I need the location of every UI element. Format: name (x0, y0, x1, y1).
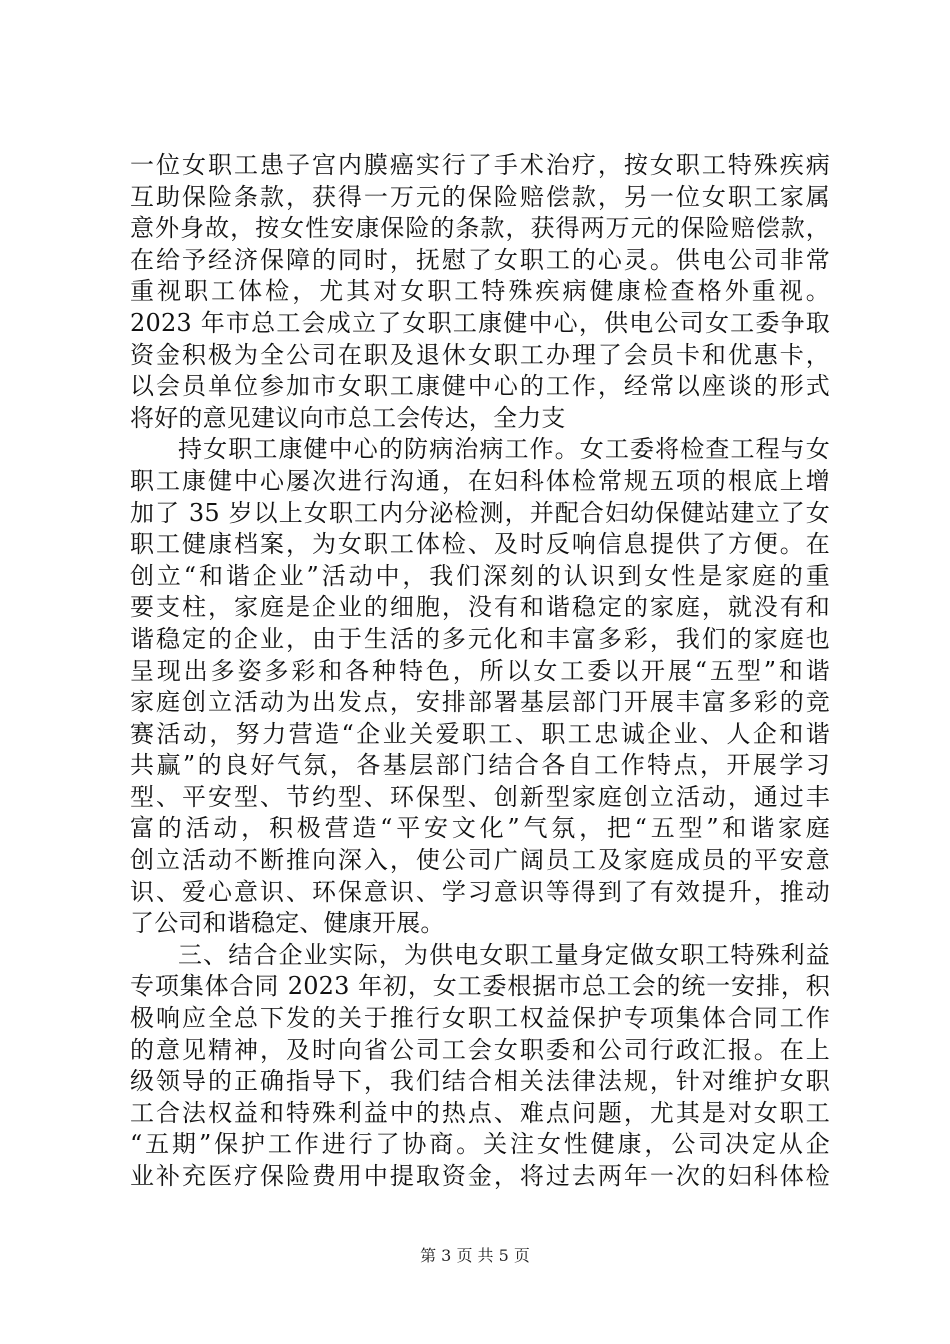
text-line: 职工健康档案，为女职工体检、及时反响信息提供了方便。在 (130, 530, 830, 559)
text-line: 职工康健中心屡次进行沟通，在妇科体检常规五项的根底上增 (130, 466, 830, 495)
body-text (130, 150, 830, 1193)
text-line: 要支柱，家庭是企业的细胞，没有和谐稳定的家庭，就没有和 (130, 593, 830, 622)
text-line: 业补充医疗保险费用中提取资金，将过去两年一次的妇科体检 (130, 1162, 830, 1190)
text-line: 在给予经济保障的同时，抚慰了女职工的心灵。供电公司非常 (130, 245, 830, 274)
text-line: 以会员单位参加市女职工康健中心的工作，经常以座谈的形式 (130, 372, 830, 401)
text-line: 一位女职工患子宫内膜癌实行了手术治疗，按女职工特殊疾病 (130, 151, 830, 179)
text-line: 将好的意见建议向市总工会传达，全力支 (130, 403, 566, 432)
text-line: 极响应全总下发的关于推行女职工权益保护专项集体合同工作 (130, 1004, 830, 1033)
text-line: 加了 35 岁以上女职工内分泌检测，并配合妇幼保健站建立了女 (130, 498, 830, 527)
text-line: 专项集体合同 2023 年初，女工委根据市总工会的统一安排，积 (130, 972, 830, 1001)
text-line: 级领导的正确指导下，我们结合相关法律法规，针对维护女职 (130, 1067, 830, 1096)
text-line: 谐稳定的企业，由于生活的多元化和丰富多彩，我们的家庭也 (130, 624, 830, 653)
text-line: 重视职工体检，尤其对女职工特殊疾病健康检查格外重视。 (130, 277, 830, 306)
text-line: 创立“和谐企业”活动中，我们深刻的认识到女性是家庭的重 (130, 561, 830, 590)
text-line: “五期”保护工作进行了协商。关注女性健康，公司决定从企 (130, 1130, 830, 1159)
paragraph-first-line: 三、结合企业实际，为供电女职工量身定做女职工特殊利益 (178, 940, 830, 969)
text-line: 家庭创立活动为出发点，安排部署基层部门开展丰富多彩的竞 (130, 688, 830, 717)
paragraph-first-line: 持女职工康健中心的防病治病工作。女工委将检查工程与女 (178, 435, 830, 464)
text-line: 呈现出多姿多彩和各种特色，所以女工委以开展“五型”和谐 (130, 656, 830, 685)
text-line: 创立活动不断推向深入，使公司广阔员工及家庭成员的平安意 (130, 846, 830, 875)
text-line: 共赢”的良好气氛，各基层部门结合各自工作特点，开展学习 (130, 751, 830, 780)
text-line: 富的活动，积极营造“平安文化”气氛，把“五型”和谐家庭 (130, 814, 830, 843)
text-line: 资金积极为全公司在职及退休女职工办理了会员卡和优惠卡， (130, 340, 830, 369)
text-line: 工合法权益和特殊利益中的热点、难点问题，尤其是对女职工 (130, 1098, 830, 1127)
text-line: 意外身故，按女性安康保险的条款，获得两万元的保险赔偿款， (130, 214, 830, 243)
text-line: 2023 年市总工会成立了女职工康健中心，供电公司女工委争取 (130, 308, 830, 337)
text-line: 了公司和谐稳定、健康开展。 (130, 909, 445, 938)
text-line: 识、爱心意识、环保意识、学习意识等得到了有效提升，推动 (130, 877, 830, 906)
text-line: 型、平安型、节约型、环保型、创新型家庭创立活动，通过丰 (130, 782, 830, 811)
page-number-footer: 第 3 页 共 5 页 (420, 1246, 530, 1265)
text-line: 的意见精神，及时向省公司工会女职委和公司行政汇报。在上 (130, 1035, 830, 1064)
text-line: 互助保险条款，获得一万元的保险赔偿款，另一位女职工家属 (130, 182, 830, 211)
text-line: 赛活动，努力营造“企业关爱职工、职工忠诚企业、人企和谐 (130, 719, 830, 748)
